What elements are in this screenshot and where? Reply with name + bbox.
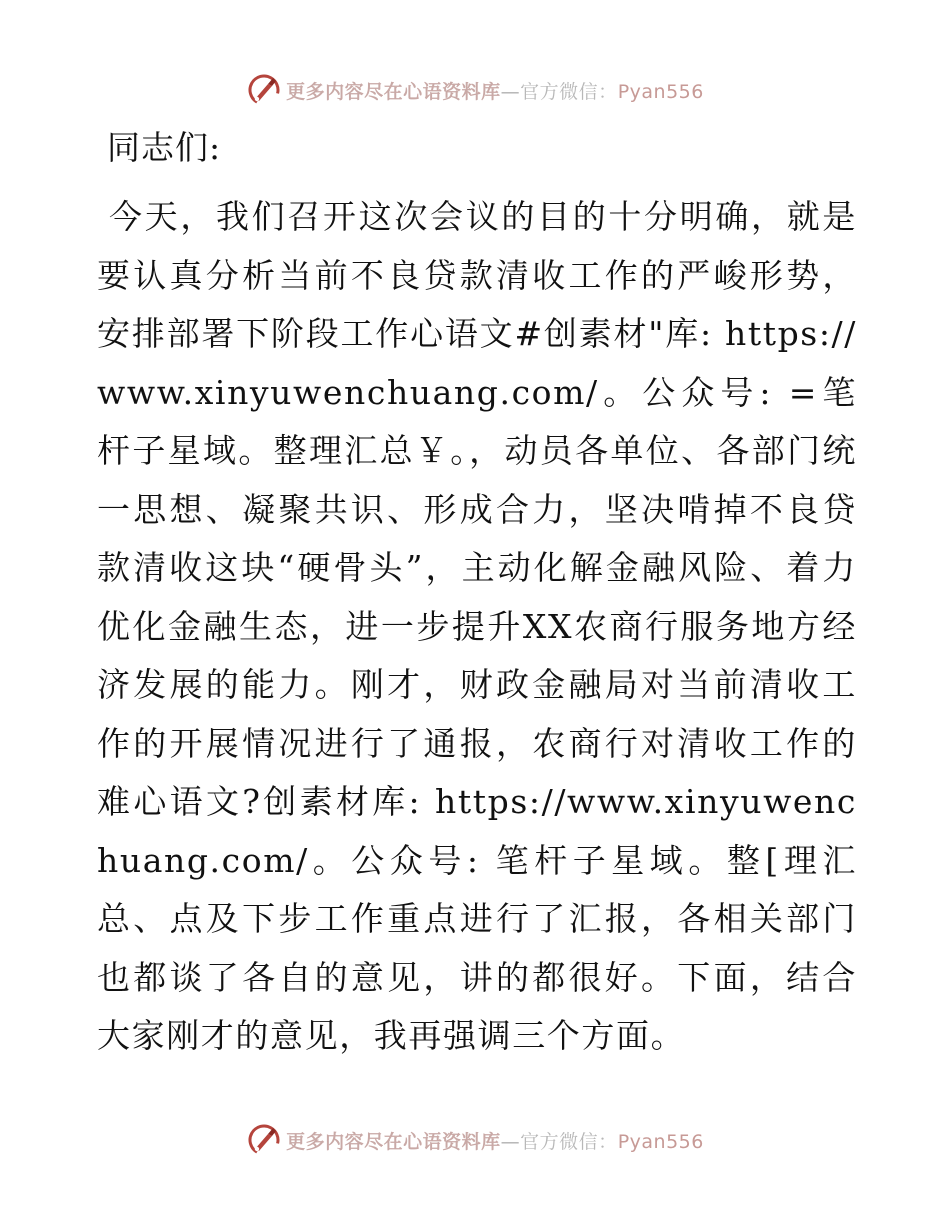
salutation: 同志们:	[107, 128, 222, 167]
document-body	[97, 128, 857, 1066]
watermark-library-name: 更多内容尽在心语资料库	[286, 80, 501, 103]
watermark-wechat-handle: Pyan556	[617, 80, 704, 103]
footer-watermark	[0, 1120, 950, 1160]
watermark-wechat-label: 官方微信：	[520, 80, 618, 103]
watermark-library-name: 更多内容尽在心语资料库	[286, 1130, 501, 1153]
header-watermark	[0, 70, 950, 110]
watermark-dash: —	[500, 1130, 521, 1153]
pen-logo-icon	[246, 72, 282, 108]
watermark-dash: —	[500, 80, 521, 103]
pen-logo-icon	[246, 1122, 282, 1158]
body-paragraph: 今天，我们召开这次会议的目的十分明确，就是要认真分析当前不良贷款清收工作的严峻形势，安排部署下阶段工作心语文#创素材"库: https://www.xinyuwenchuang.com/。公众号: =笔杆子星域。整理汇总￥。，动员各单位、各部门统一思想、凝聚共识、形成合力，坚决啃掉不良贷款清收这块“硬骨头”，主动化解金融风险、着力优化金融生态，进一步提升XX农商行服务地方经济发展的能力。刚才，财政金融局对当前清收工作的开展情况进行了通报，农商行对清收工作的难心语文?创素材库: https://www.xinyuwenchuang.com/。公众号: 笔杆子星域。整[理汇总、点及下步工作重点进行了汇报，各相关部门也都谈了各自的意见，讲的都很好。下面，结合大家刚才的意见，我再强调三个方面。	[97, 197, 857, 1055]
watermark-wechat-label: 官方微信：	[520, 1130, 618, 1153]
watermark-wechat-handle: Pyan556	[617, 1130, 704, 1153]
